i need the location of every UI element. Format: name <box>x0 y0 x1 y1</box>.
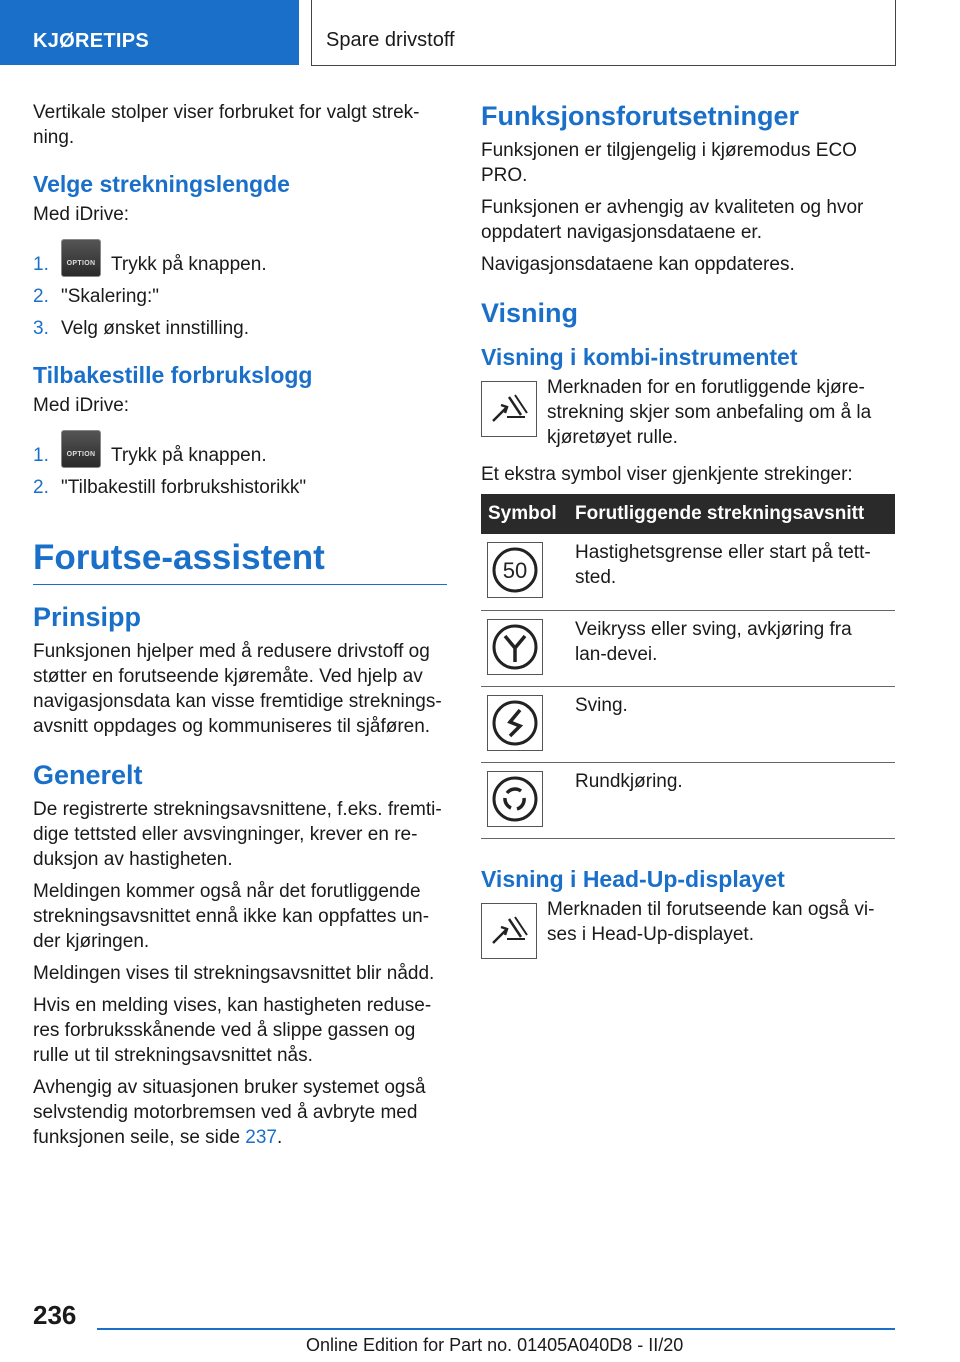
general-paragraph: Meldingen vises til strekningsavsnittet blir nådd. <box>33 963 435 984</box>
principle-text: Funksjonen hjelper med å redusere drivstoff og støtter en forutseende kjøremåte. Ved hjelp av navigasjonsdata kan visse fremtidige streknings-avsnitt oppdages og kommuniseres til sjåføren. <box>33 641 442 737</box>
table-cell-symbol <box>481 534 568 610</box>
junction-icon <box>487 619 543 675</box>
header-title: Spare drivstoff <box>311 0 896 66</box>
list-item <box>33 284 447 309</box>
prereq-paragraph: Navigasjonsdataene kan oppdateres. <box>481 254 795 275</box>
step-text: "Tilbakestill forbrukshistorikk" <box>61 477 307 498</box>
coasting-hint-icon <box>481 903 537 959</box>
prereq-paragraph: Funksjonen er tilgjengelig i kjøremodus ECO PRO. <box>481 140 857 186</box>
step-text: Trykk på knappen. <box>111 254 267 275</box>
select-idrive-label: Med iDrive: <box>33 204 130 225</box>
table-cell-text: Sving. <box>568 686 895 762</box>
right-column <box>481 100 895 969</box>
list-item <box>33 316 447 341</box>
reset-idrive-label: Med iDrive: <box>33 395 130 416</box>
table-cell-text: Hastighetsgrense eller start på tett-sted. <box>568 534 895 610</box>
page-link-237[interactable]: 237 <box>245 1127 277 1148</box>
table-row <box>481 762 895 838</box>
principle-heading: Prinsipp <box>33 602 142 632</box>
step-number: 1. <box>33 254 49 275</box>
general-p5-end: . <box>277 1127 283 1148</box>
general-paragraph: Meldingen kommer også når det forutliggende strekningsavsnittet ennå ikke kan oppfattes un-der kjøringen. <box>33 881 430 952</box>
table-cell-symbol <box>481 686 568 762</box>
general-heading: Generelt <box>33 760 143 790</box>
step-text: Velg ønsket innstilling. <box>61 318 249 339</box>
display-heading: Visning <box>481 298 579 328</box>
step-number: 1. <box>33 445 49 466</box>
roundabout-icon <box>487 771 543 827</box>
step-number: 2. <box>33 286 49 307</box>
list-item <box>33 430 447 468</box>
general-p5-text: Avhengig av situasjonen bruker systemet også selvstendig motorbremsen ved å avbryte med funksjonen seile, se side <box>33 1077 426 1148</box>
table-header-symbol: Symbol <box>481 494 568 534</box>
prereq-heading: Funksjonsforutsetninger <box>481 101 800 131</box>
general-paragraph <box>33 1075 447 1150</box>
page-number: 236 <box>33 1300 77 1330</box>
main-heading: Forutse-assistent <box>33 536 447 585</box>
table-row <box>481 686 895 762</box>
table-row <box>481 610 895 686</box>
step-text: Trykk på knappen. <box>111 445 267 466</box>
kombi-heading: Visning i kombi-instrumentet <box>481 344 798 370</box>
coasting-hint-icon <box>481 381 537 437</box>
table-cell-symbol <box>481 762 568 838</box>
symbol-table <box>481 494 895 839</box>
option-button-icon: OPTION <box>61 239 101 277</box>
table-cell-symbol <box>481 610 568 686</box>
curve-icon <box>487 695 543 751</box>
footer-edition: Online Edition for Part no. 01405A040D8 - II/20 <box>306 1335 684 1355</box>
table-cell-text: Veikryss eller sving, avkjøring fra lan-devei. <box>568 610 895 686</box>
intro-text: Vertikale stolper viser forbruket for valgt strek-ning. <box>33 102 420 148</box>
speed-limit-50-icon <box>487 542 543 598</box>
table-header-section: Forutliggende strekningsavsnitt <box>568 494 895 534</box>
reset-steps <box>33 430 447 500</box>
hud-heading: Visning i Head-Up-displayet <box>481 865 785 892</box>
prereq-paragraph: Funksjonen er avhengig av kvaliteten og hvor oppdatert navigasjonsdataene er. <box>481 197 864 243</box>
kombi-text: Merknaden for en forutliggende kjøre-strekning skjer som anbefaling om å la kjøretøyet rulle. <box>547 377 872 448</box>
header-section-tab: KJØRETIPS <box>0 0 299 65</box>
table-header-row <box>481 494 895 534</box>
step-number: 3. <box>33 318 49 339</box>
hud-text: Merknaden til forutseende kan også vi-ses i Head-Up-displayet. <box>547 898 875 945</box>
hud-note <box>481 897 895 959</box>
select-steps <box>33 239 447 341</box>
reset-heading: Tilbakestille forbrukslogg <box>33 362 313 388</box>
speed-limit-value: 50 <box>502 558 528 583</box>
step-text: "Skalering:" <box>61 286 159 307</box>
table-cell-text: Rundkjøring. <box>568 762 895 838</box>
list-item <box>33 475 447 500</box>
option-button-icon: OPTION <box>61 430 101 468</box>
step-number: 2. <box>33 477 49 498</box>
list-item <box>33 239 447 277</box>
extra-symbol-text: Et ekstra symbol viser gjenkjente strekinger: <box>481 464 853 485</box>
kombi-note <box>481 375 895 450</box>
general-paragraph: Hvis en melding vises, kan hastigheten reduse-res forbruksskånende ved å slippe gassen og rulle ut til strekningsavsnittet nås. <box>33 995 432 1066</box>
footer-divider <box>97 1328 895 1330</box>
left-column <box>33 100 447 1157</box>
select-heading: Velge strekningslengde <box>33 171 290 197</box>
table-row <box>481 534 895 610</box>
general-paragraph: De registrerte strekningsavsnittene, f.eks. fremti-dige tettsted eller avsvingninger, krever en re-duksjon av hastigheten. <box>33 799 442 870</box>
